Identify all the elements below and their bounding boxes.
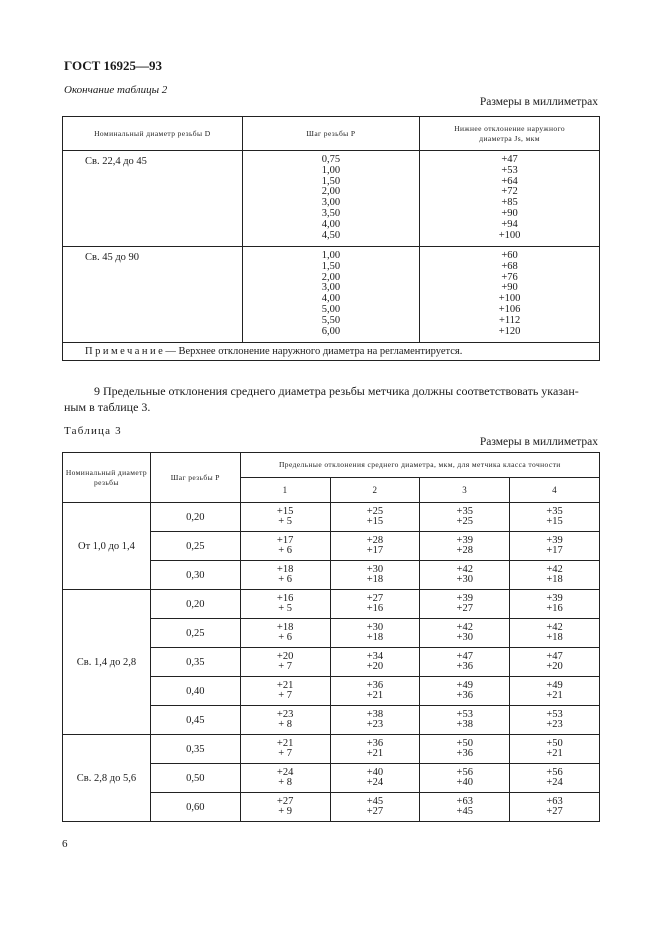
note-text: — Верхнее отклонение наружного диаметра на регламентируется. <box>165 346 463 357</box>
lower-deviation: +36 <box>456 690 473 701</box>
deviation-pair <box>510 764 600 793</box>
lower-deviation: + 6 <box>278 574 293 585</box>
upper-deviation: +17 <box>276 534 294 546</box>
pitch-deviation-table <box>62 452 600 822</box>
upper-deviation: +50 <box>456 737 473 749</box>
table-row <box>63 590 600 619</box>
upper-deviation: +49 <box>456 679 473 691</box>
deviation-value: +72 <box>501 186 518 198</box>
lower-deviation: +21 <box>546 748 563 759</box>
lower-deviation: +23 <box>546 719 563 730</box>
pitch-list <box>242 151 420 247</box>
deviation-pair <box>510 619 600 648</box>
accuracy-class-header: 4 <box>510 478 600 503</box>
pitch-value: 4,00 <box>321 293 341 305</box>
deviation-pair <box>240 677 330 706</box>
table-continuation-label: Окончание таблицы 2 <box>64 84 168 96</box>
upper-deviation: +53 <box>546 708 563 720</box>
deviation-pair <box>510 677 600 706</box>
lower-deviation: + 8 <box>278 719 293 730</box>
deviation-pair <box>420 706 510 735</box>
upper-deviation: +63 <box>456 795 473 807</box>
pitch-value: 1,00 <box>321 250 341 261</box>
pitch-value: 0,25 <box>150 619 240 648</box>
deviation-pair <box>510 561 600 590</box>
lower-deviation: +20 <box>546 661 563 672</box>
deviation-pair <box>510 648 600 677</box>
upper-deviation: +36 <box>366 737 384 749</box>
pitch-value: 1,00 <box>321 164 341 176</box>
pitch-value: 0,45 <box>150 706 240 735</box>
deviation-value: +112 <box>498 314 521 326</box>
lower-deviation: +20 <box>366 661 384 672</box>
paragraph-line: 9 Предельные отклонения среднего диаметра резьбы метчика должны соответствовать указан- <box>94 384 579 398</box>
lower-deviation: +45 <box>456 806 473 817</box>
pitch-value: 3,00 <box>321 197 341 209</box>
col-header-pitch: Шаг резьбы P <box>150 453 240 503</box>
diameter-range: Св. 22,4 до 45 <box>63 151 243 247</box>
deviation-value: +100 <box>498 293 521 305</box>
lower-deviation: +30 <box>456 632 473 643</box>
lower-deviation: +23 <box>366 719 384 730</box>
lower-deviation: + 8 <box>278 777 293 788</box>
deviation-pair <box>240 590 330 619</box>
pitch-list <box>242 247 420 343</box>
upper-deviation: +39 <box>456 534 473 546</box>
upper-deviation: +42 <box>456 563 473 575</box>
deviation-value: +60 <box>501 250 518 261</box>
pitch-value: 0,35 <box>150 648 240 677</box>
col-header-deviation: Нижнее отклонение наружного диаметра Js, мкм <box>420 117 600 151</box>
pitch-value: 5,00 <box>321 303 341 315</box>
col-header-accuracy: Предельные отклонения среднего диаметра, мкм, для метчика класса точности <box>240 453 599 478</box>
upper-deviation: +18 <box>276 621 294 633</box>
lower-deviation: +24 <box>366 777 384 788</box>
lower-deviation: + 9 <box>278 806 293 817</box>
lower-deviation: + 5 <box>278 516 293 527</box>
upper-deviation: +39 <box>546 592 563 604</box>
lower-deviation: +15 <box>546 516 563 527</box>
pitch-value: 0,35 <box>150 735 240 764</box>
lower-deviation: +17 <box>366 545 384 556</box>
upper-deviation: +38 <box>366 708 384 720</box>
table-3-label: Таблица 3 <box>64 425 122 437</box>
pitch-value: 0,30 <box>150 561 240 590</box>
lower-deviation: + 7 <box>278 690 293 701</box>
table-row <box>63 735 600 764</box>
deviation-pair <box>240 735 330 764</box>
upper-deviation: +42 <box>546 621 563 633</box>
upper-deviation: +39 <box>456 592 473 604</box>
lower-deviation: +18 <box>366 574 384 585</box>
pitch-value: 0,20 <box>150 590 240 619</box>
deviation-pair <box>510 503 600 532</box>
lower-deviation: +27 <box>366 806 384 817</box>
lower-deviation: +18 <box>366 632 384 643</box>
document-code: ГОСТ 16925—93 <box>64 58 163 73</box>
deviation-pair <box>330 648 420 677</box>
deviation-list <box>420 151 600 247</box>
upper-deviation: +36 <box>366 679 384 691</box>
pitch-value: 1,50 <box>321 175 341 187</box>
deviation-value: +120 <box>498 325 521 337</box>
pitch-value: 1,50 <box>321 260 341 272</box>
upper-deviation: +25 <box>366 505 384 517</box>
deviation-value: +94 <box>501 218 518 230</box>
lower-deviation: +21 <box>366 748 384 759</box>
pitch-value: 3,00 <box>321 282 341 294</box>
diameter-range: От 1,0 до 1,4 <box>63 503 151 590</box>
deviation-pair <box>330 590 420 619</box>
deviation-pair <box>330 532 420 561</box>
deviation-pair <box>420 503 510 532</box>
pitch-value: 4,50 <box>321 229 341 241</box>
diameter-range: Св. 2,8 до 5,6 <box>63 735 151 822</box>
upper-deviation: +15 <box>276 505 294 517</box>
lower-deviation: + 6 <box>278 632 293 643</box>
deviation-pair <box>330 764 420 793</box>
upper-deviation: +53 <box>456 708 473 720</box>
deviation-pair <box>420 764 510 793</box>
deviation-pair <box>240 619 330 648</box>
upper-deviation: +30 <box>366 621 384 633</box>
deviation-pair <box>330 706 420 735</box>
upper-deviation: +47 <box>546 650 563 662</box>
deviation-value: +47 <box>501 154 518 165</box>
lower-deviation: +24 <box>546 777 563 788</box>
pitch-value: 0,50 <box>150 764 240 793</box>
units-label: Размеры в миллиметрах <box>479 436 598 448</box>
pitch-value: 0,40 <box>150 677 240 706</box>
accuracy-class-header: 3 <box>420 478 510 503</box>
pitch-value: 0,25 <box>150 532 240 561</box>
lower-deviation: +16 <box>366 603 384 614</box>
upper-deviation: +24 <box>276 766 294 778</box>
deviation-pair <box>330 561 420 590</box>
lower-deviation: +18 <box>546 632 563 643</box>
deviation-pair <box>420 793 510 822</box>
diameter-range: Св. 45 до 90 <box>63 247 243 343</box>
upper-deviation: +39 <box>546 534 563 546</box>
deviation-pair <box>330 619 420 648</box>
paragraph-9 <box>64 383 600 415</box>
pitch-value: 0,60 <box>150 793 240 822</box>
deviation-pair <box>240 532 330 561</box>
deviation-value: +106 <box>498 303 521 315</box>
upper-deviation: +35 <box>456 505 473 517</box>
upper-deviation: +27 <box>366 592 384 604</box>
upper-deviation: +21 <box>276 737 294 749</box>
table-row <box>63 151 600 247</box>
accuracy-class-header: 2 <box>330 478 420 503</box>
lower-deviation: +17 <box>546 545 563 556</box>
deviation-value: +90 <box>501 282 518 294</box>
accuracy-class-header: 1 <box>240 478 330 503</box>
lower-deviation: +16 <box>546 603 563 614</box>
deviation-pair <box>510 590 600 619</box>
deviation-pair <box>420 619 510 648</box>
lower-deviation: + 6 <box>278 545 293 556</box>
deviation-pair <box>240 648 330 677</box>
table-row <box>63 247 600 343</box>
deviation-value: +90 <box>501 207 518 219</box>
deviation-pair <box>240 503 330 532</box>
pitch-value: 6,00 <box>321 325 341 337</box>
deviation-pair <box>510 532 600 561</box>
upper-deviation: +42 <box>546 563 563 575</box>
lower-deviation: +21 <box>366 690 384 701</box>
lower-deviation: +36 <box>456 748 473 759</box>
deviation-value: +76 <box>501 271 518 283</box>
deviation-pair <box>240 706 330 735</box>
upper-deviation: +23 <box>276 708 294 720</box>
lower-deviation: + 7 <box>278 661 293 672</box>
deviation-pair <box>330 793 420 822</box>
pitch-value: 2,00 <box>321 186 341 198</box>
paragraph-line: ным в таблице 3. <box>64 400 151 414</box>
upper-deviation: +30 <box>366 563 384 575</box>
deviation-pair <box>420 735 510 764</box>
page-number: 6 <box>62 838 68 850</box>
upper-deviation: +18 <box>276 563 294 575</box>
upper-deviation: +35 <box>546 505 563 517</box>
upper-deviation: +40 <box>366 766 384 778</box>
lower-deviation: +36 <box>456 661 473 672</box>
upper-deviation: +50 <box>546 737 563 749</box>
upper-deviation: +63 <box>546 795 563 807</box>
upper-deviation: +34 <box>366 650 384 662</box>
upper-deviation: +21 <box>276 679 294 691</box>
upper-deviation: +56 <box>546 766 563 778</box>
lower-deviation: +15 <box>366 516 384 527</box>
deviation-pair <box>510 706 600 735</box>
deviation-pair <box>330 677 420 706</box>
deviation-value: +64 <box>501 175 518 187</box>
upper-deviation: +56 <box>456 766 473 778</box>
thread-diameter-table <box>62 116 600 361</box>
deviation-pair <box>420 561 510 590</box>
deviation-pair <box>240 793 330 822</box>
lower-deviation: +18 <box>546 574 563 585</box>
lower-deviation: +25 <box>456 516 473 527</box>
deviation-pair <box>420 590 510 619</box>
deviation-list <box>420 247 600 343</box>
deviation-pair <box>510 793 600 822</box>
diameter-range: Св. 1,4 до 2,8 <box>63 590 151 735</box>
deviation-pair <box>330 503 420 532</box>
deviation-pair <box>510 735 600 764</box>
upper-deviation: +42 <box>456 621 473 633</box>
deviation-pair <box>240 561 330 590</box>
lower-deviation: + 5 <box>278 603 293 614</box>
note-row <box>63 343 600 361</box>
pitch-value: 3,50 <box>321 207 341 219</box>
deviation-value: +85 <box>501 197 518 209</box>
lower-deviation: +28 <box>456 545 473 556</box>
note-label: Примечание <box>85 346 166 357</box>
pitch-value: 2,00 <box>321 271 341 283</box>
pitch-value: 0,75 <box>321 154 341 165</box>
table-row <box>63 503 600 532</box>
col-header-diameter: Номинальный диаметр резьбы <box>63 453 151 503</box>
lower-deviation: +38 <box>456 719 473 730</box>
lower-deviation: +27 <box>456 603 473 614</box>
deviation-pair <box>240 764 330 793</box>
upper-deviation: +16 <box>276 592 294 604</box>
upper-deviation: +45 <box>366 795 384 807</box>
pitch-value: 0,20 <box>150 503 240 532</box>
deviation-pair <box>420 677 510 706</box>
pitch-value: 5,50 <box>321 314 341 326</box>
upper-deviation: +20 <box>276 650 294 662</box>
lower-deviation: +27 <box>546 806 563 817</box>
lower-deviation: + 7 <box>278 748 293 759</box>
lower-deviation: +21 <box>546 690 563 701</box>
upper-deviation: +27 <box>276 795 294 807</box>
deviation-pair <box>420 532 510 561</box>
pitch-value: 4,00 <box>321 218 341 230</box>
table-note <box>63 343 600 361</box>
units-label: Размеры в миллиметрах <box>479 96 598 108</box>
col-header-pitch: Шаг резьбы P <box>242 117 420 151</box>
deviation-value: +100 <box>498 229 521 241</box>
deviation-pair <box>330 735 420 764</box>
deviation-pair <box>420 648 510 677</box>
lower-deviation: +30 <box>456 574 473 585</box>
upper-deviation: +28 <box>366 534 384 546</box>
upper-deviation: +47 <box>456 650 473 662</box>
deviation-value: +68 <box>501 260 518 272</box>
col-header-diameter: Номинальный диаметр резьбы D <box>63 117 243 151</box>
upper-deviation: +49 <box>546 679 563 691</box>
deviation-value: +53 <box>501 164 518 176</box>
lower-deviation: +40 <box>456 777 473 788</box>
